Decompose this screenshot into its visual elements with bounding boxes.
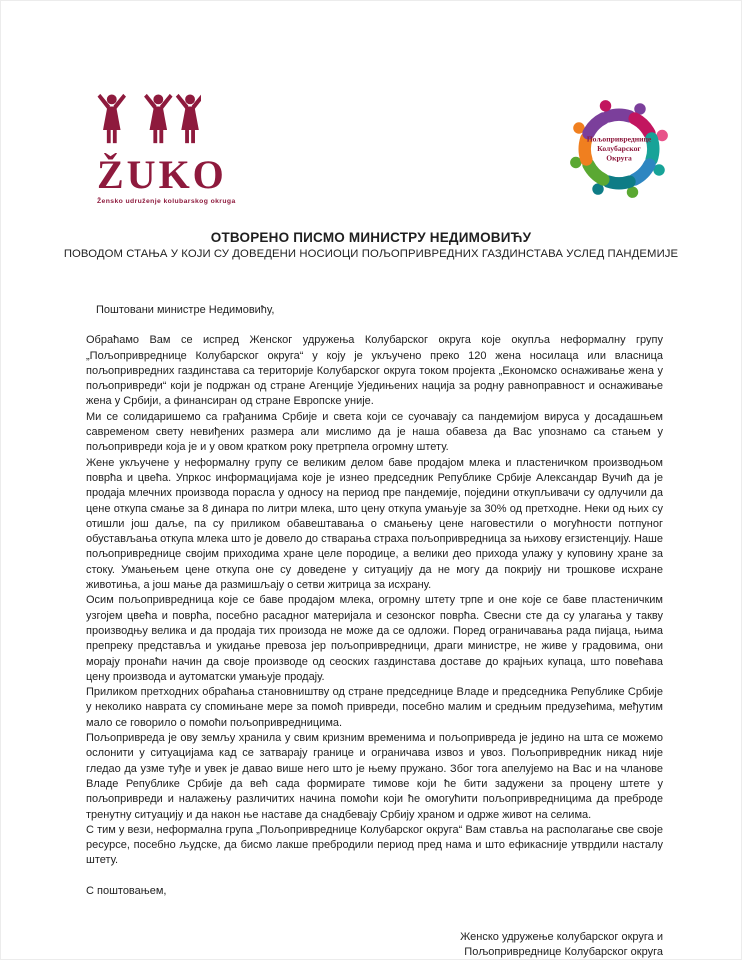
- group-logo-text-line3: Округа: [606, 153, 632, 163]
- paragraph-6: Пољопривреда је ову земљу хранила у свим кризним временима и пољопривреда је једино на шта се можемо ослонити у ситуацијама кад се затварају границе и ограничава извоз и увоз. Пољопривредник никад није гледао да узме туђе и увек је давао више него што је њему пружано. Због тога апелујемо на Вас и на чланове Владе Републике Србије да већ сада формирате тимове који ће бити задужени за процену штете у пољопривреди и налажењу различитих начина помоћи који ће омогућити пољопривредницима да преброде тренутну ситуацију и да након ње наставе да снадбевају Србију храном и одрже живот на селима.: [86, 732, 663, 821]
- letter-title: ОТВОРЕНО ПИСМО МИНИСТРУ НЕДИМОВИЋУ: [210, 230, 532, 245]
- group-logo-text-line2: Колубарског: [597, 143, 641, 153]
- zuko-tagline: Žensko udruženje kolubarskog okruga: [97, 198, 236, 205]
- paragraph-1: Обраћамо Вам се испред Женског удружења Колубарског округа које окупља неформалну групу „Пољопривреднице Колубарског округа“ у коју је укључено преко 120 жена носилаца или власница пољопривредних газдинстава са територије Колубарског округа током пројекта „Економско оснаживање жена у пољопривреди“ који је подржан од стране Агенције Уједињених нација за родну равноправност и оснаживање жена у Србији, а финансиран од стране Европске уније.: [86, 334, 663, 408]
- paragraph-3: Жене укључене у неформалну групу се великим делом баве продајом млека и пластеничком производњом поврћа и цвећа. Упркос информацијама које је изнео председник Републике Србије Александар Вучић да је продаја млечних производа порасла у односу на период пре пандемије, поједини откупљивачи су одлучили да цене откупа смање за 8 динара по литри млека, што цену откупа умањује за 30% од претходне. Неки од њих су отишли још даље, па су приликом обавештавања о смањењу цене наговестили о могућности потпуног обустављања откупа млека што је довело до стварања страха пољопривредница за њихову егзистенцију. Наше пољопривреднице својим приходима хране целе породице, а велики део прихода улажу у куповину хране за стоку. Умањењем цене откупа оне су доведене у ситуацију да не могу да покрију ни трошкове исхране животиња, а још мање да размишљају о сетви житрица за исхрану.: [86, 456, 663, 592]
- salutation: Поштовани министре Недимовићу,: [96, 304, 275, 316]
- signature-line-1: Женско удружење колубарског округа и: [460, 930, 663, 943]
- group-logo: [557, 87, 681, 211]
- signature-line-2: Пољопривреднице Колубарског округа: [464, 946, 663, 959]
- signature-block: [86, 930, 663, 961]
- zuko-figures-icon: [97, 91, 201, 157]
- paragraph-4: Осим пољопривредница које се баве продајом млека, огромну штету трпе и оне које се баве пластеничким узгојем цвећа и поврћа, посебно расадног материјала и сезонског поврћа. Свесни сте да су улагања у такву производњу велика и да продаја тих произода не може да се одложи. Поред ограничавања рада пијаца, њима препреку представља и укидање превоза јер пољопривредници, драги министре, не живе у градовима, они морају пронаћи начин да своје производе од сеоских газдинстава доставе до крајњих купаца, што повећава цену производа и аутоматски умањује продају.: [86, 594, 663, 683]
- paragraph-7: С тим у вези, неформална група „Пољопривреднице Колубарског округа“ Вам ставља на располагање све своје ресурсе, посебно људске, да бисмо лакше пребродили период пред нама и што ефикасније утврдили насталу штету.: [86, 823, 663, 867]
- letter-subtitle: ПОВОДОМ СТАЊА У КОЈИ СУ ДОВЕДЕНИ НОСИОЦИ ПОЉОПРИВРЕДНИХ ГАЗДИНСТАВА УСЛЕД ПАНДЕМИЈЕ: [63, 248, 679, 260]
- zuko-wordmark: ŽUKO: [97, 152, 227, 197]
- group-logo-text-line1: Пољопривреднице: [586, 134, 652, 144]
- group-circle-icon: [557, 87, 681, 211]
- paragraph-2: Ми се солидаришемо са грађанима Србије и света који се суочавају са пандемијом вируса у досадашњем савременом свету невиђених размера али мислимо да је наша обавеза да Вас упознамо са стањем у пољопривреди која је и у овом кратком року претрпела огромну штету.: [86, 410, 663, 454]
- zuko-logo: [97, 91, 237, 205]
- closing: С поштовањем,: [86, 884, 167, 897]
- letter-body: [86, 303, 663, 961]
- paragraph-5: Приликом претходних обраћања становништву од стране председнице Владе и председника Републике Србије у неколико наврата су спомињане мере за помоћ привреди, посебно малим и средњим предузећима, међутим мало се говорило о помоћи пољопривредницима.: [86, 686, 663, 729]
- title-block: [1, 230, 741, 260]
